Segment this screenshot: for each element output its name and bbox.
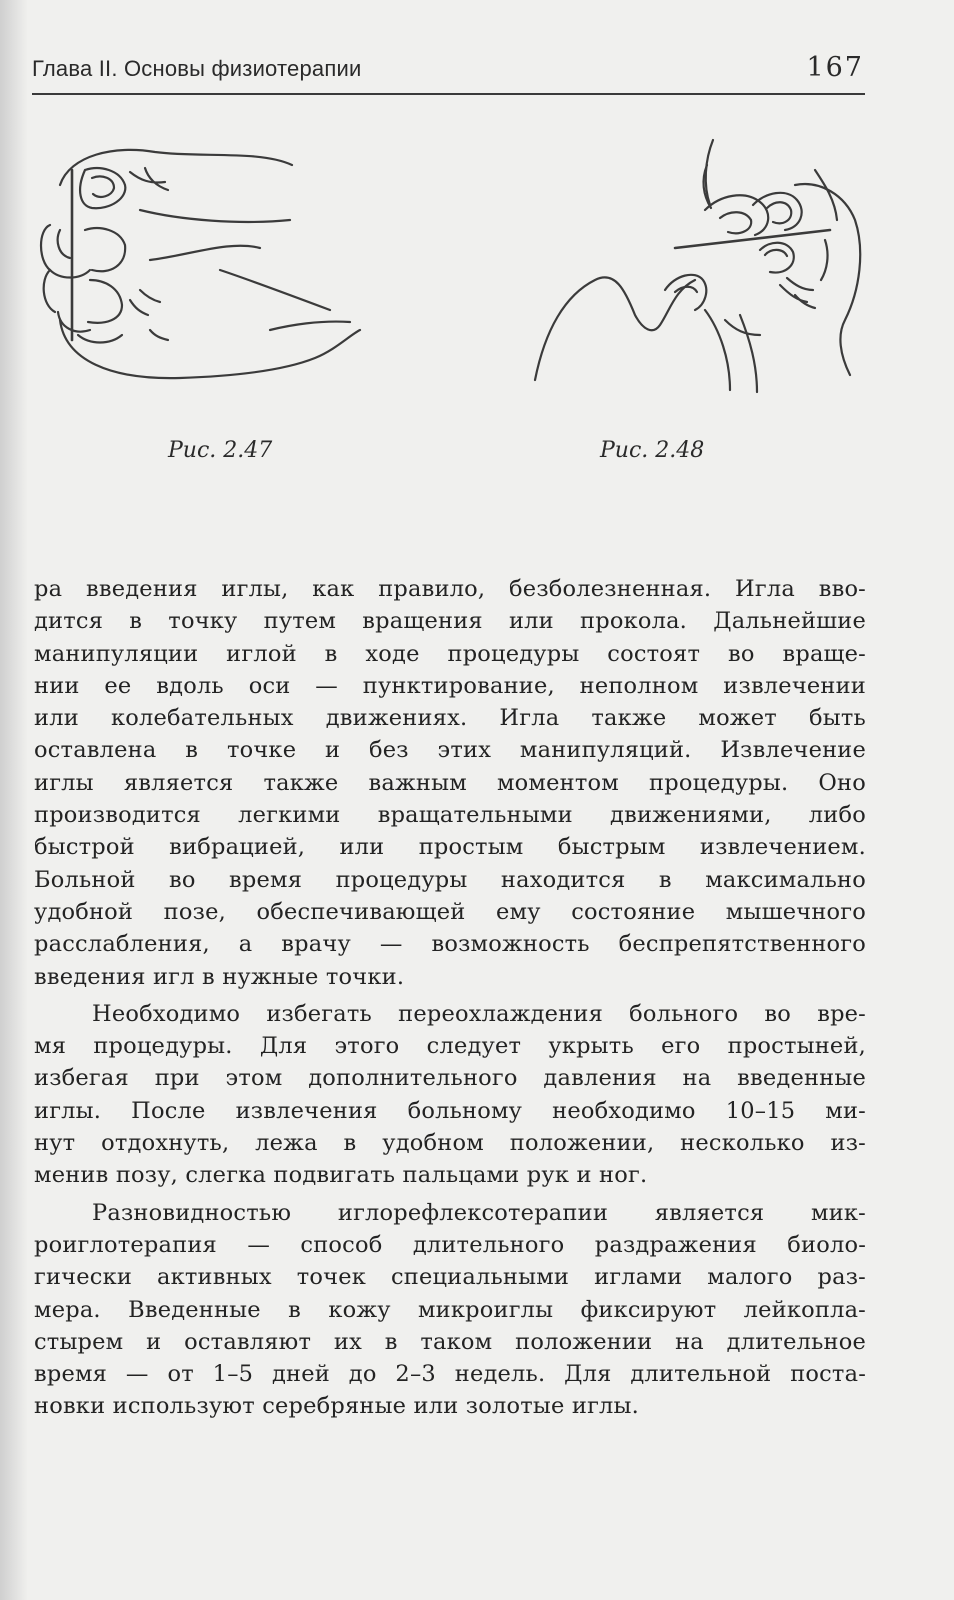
figure-caption: Рис. 2.48: [600, 438, 705, 463]
text-line: гически активных точек специальными иглами малого раз-: [34, 1264, 866, 1291]
header-rule: [32, 93, 865, 95]
text-line: Больной во время процедуры находится в максимально: [34, 866, 866, 893]
text-line: расслабления, а врачу — возможность беспрепятственного: [34, 931, 866, 958]
text-line: ра введения иглы, как правило, безболезненная. Игла вво-: [34, 576, 866, 602]
figure-2-48: [525, 130, 870, 400]
text-line: иглы является также важным моментом процедуры. Оно: [34, 769, 866, 796]
text-line: мя процедуры. Для этого следует укрыть его простыней,: [34, 1033, 866, 1060]
text-line: мера. Введенные в кожу микроиглы фиксируют лейкопла-: [34, 1296, 866, 1323]
text-line: Необходимо избегать переохлаждения больного во вре-: [92, 1000, 866, 1027]
text-line: нии ее вдоль оси — пунктирование, неполном извлечении: [34, 672, 866, 699]
text-line: менив позу, слегка подвигать пальцами рук и ног.: [34, 1162, 648, 1189]
hand-inserting-needle-illustration: [525, 130, 870, 400]
text-line: быстрой вибрацией, или простым быстрым извлечением.: [34, 834, 866, 861]
paragraph: [34, 1197, 866, 1423]
page-number: 167: [806, 52, 864, 83]
paragraph: [34, 998, 866, 1192]
figure-2-47: [30, 130, 375, 400]
text-line: Разновидностью иглорефлексотерапии является мик-: [92, 1199, 866, 1226]
text-line: стырем и оставляют их в таком положении на длительное: [34, 1328, 866, 1355]
text-line: роиглотерапия — способ длительного раздражения биоло-: [34, 1231, 866, 1258]
text-line: оставлена в точке и без этих манипуляций. Извлечение: [34, 737, 866, 764]
hand-holding-needle-illustration: [30, 130, 375, 400]
text-line: манипуляции иглой в ходе процедуры состоят во враще-: [34, 640, 866, 667]
text-line: время — от 1–5 дней до 2–3 недель. Для длительной поста-: [34, 1361, 866, 1388]
running-head: [32, 52, 864, 92]
text-line: нут отдохнуть, лежа в удобном положении, несколько из-: [34, 1130, 866, 1157]
paragraph: [34, 573, 866, 993]
text-line: введения игл в нужные точки.: [34, 963, 405, 990]
text-line: удобной позе, обеспечивающей ему состояние мышечного: [34, 898, 866, 925]
body-text: [34, 573, 866, 1423]
text-line: новки используют серебряные или золотые иглы.: [34, 1393, 640, 1420]
text-line: или колебательных движениях. Игла также может быть: [34, 705, 866, 732]
page-edge-shadow: [0, 0, 28, 1600]
text-line: дится в точку путем вращения или прокола. Дальнейшие: [34, 608, 866, 635]
text-line: иглы. После извлечения больному необходимо 10–15 ми-: [34, 1097, 866, 1124]
text-line: производится легкими вращательными движениями, либо: [34, 802, 866, 829]
chapter-title: Глава II. Основы физиотерапии: [32, 56, 362, 81]
text-line: избегая при этом дополнительного давления на введенные: [34, 1065, 866, 1092]
figure-caption: Рис. 2.47: [168, 438, 273, 463]
